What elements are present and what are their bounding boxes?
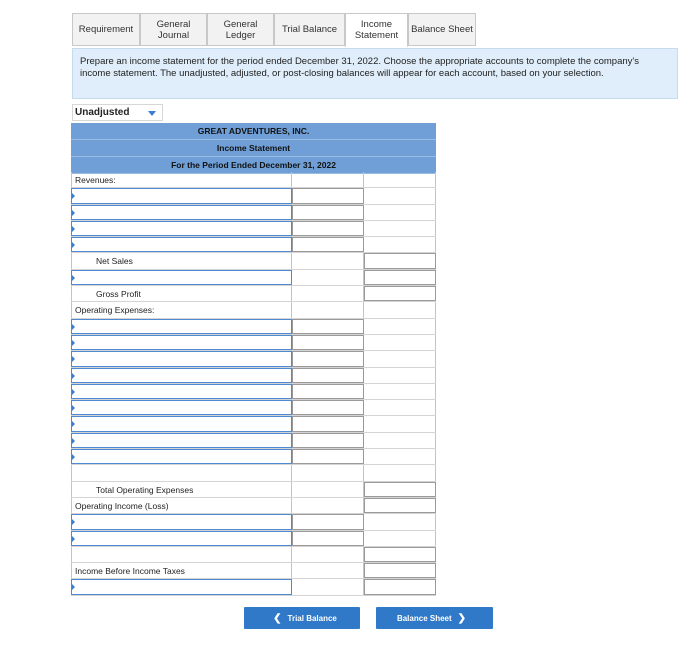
account-select[interactable] [71, 319, 292, 334]
tab-trial-balance[interactable] [274, 13, 345, 46]
amount-input[interactable] [292, 237, 364, 252]
balance-type-select[interactable] [72, 104, 163, 121]
account-select[interactable] [71, 384, 292, 399]
statement-period: For the Period Ended December 31, 2022 [71, 157, 436, 174]
gross-profit-amount[interactable] [364, 286, 436, 301]
amount-input[interactable] [292, 449, 364, 464]
table-row [71, 270, 436, 286]
amount-input[interactable] [292, 319, 364, 334]
table-row [71, 205, 436, 221]
amount-input[interactable] [292, 514, 364, 529]
amount-input[interactable] [292, 335, 364, 350]
net-sales-label: Net Sales [96, 256, 133, 267]
table-row [71, 449, 436, 465]
account-select[interactable] [71, 449, 292, 464]
company-name: GREAT ADVENTURES, INC. [71, 123, 436, 140]
income-before-taxes-amount[interactable] [364, 563, 436, 578]
amount-input[interactable] [292, 368, 364, 383]
instructions-text: Prepare an income statement for the period ended December 31, 2022. Choose the appropriate accounts to complete the company's income statement. The unadjusted, adjusted, or post-closing balances will appear for each account, based on your selection. [80, 56, 639, 79]
prev-button-label: Trial Balance [287, 613, 337, 623]
table-row [71, 384, 436, 400]
amount-input[interactable] [364, 270, 436, 285]
account-select[interactable] [71, 368, 292, 383]
amount-input[interactable] [292, 221, 364, 236]
table-row [71, 498, 436, 514]
next-balance-sheet-button[interactable] [376, 607, 493, 629]
account-select[interactable] [71, 531, 292, 546]
account-select[interactable] [71, 351, 292, 366]
tab-balance-sheet-label: Balance Sheet [411, 24, 473, 35]
tab-balance-sheet[interactable] [408, 13, 476, 46]
table-row [71, 465, 436, 481]
statement-title: Income Statement [71, 140, 436, 157]
amount-input[interactable] [292, 188, 364, 203]
tab-income-statement-label: Income Statement [354, 19, 399, 41]
tab-trial-balance-label: Trial Balance [281, 24, 338, 35]
balance-type-value: Unadjusted [75, 107, 130, 118]
table-row [71, 188, 436, 204]
table-row [71, 302, 436, 318]
amount-input[interactable] [292, 384, 364, 399]
table-row [71, 433, 436, 449]
account-select[interactable] [71, 188, 292, 203]
amount-input[interactable] [364, 547, 436, 562]
table-row [71, 319, 436, 335]
revenues-label: Revenues: [75, 175, 116, 185]
next-button-label: Balance Sheet [396, 613, 452, 623]
amount-input[interactable] [292, 400, 364, 415]
table-row [71, 335, 436, 351]
account-select[interactable] [71, 237, 292, 252]
table-row [71, 400, 436, 416]
tab-requirement-label: Requirement [78, 24, 134, 35]
table-row [71, 579, 436, 595]
table-row [71, 351, 436, 367]
table-row [71, 416, 436, 432]
table-row [71, 563, 436, 579]
tab-income-statement[interactable] [345, 13, 408, 47]
amount-input[interactable] [292, 205, 364, 220]
account-select[interactable] [71, 416, 292, 431]
table-row [71, 253, 436, 269]
amount-input[interactable] [292, 433, 364, 448]
table-row [71, 368, 436, 384]
amount-input[interactable] [292, 351, 364, 366]
account-select[interactable] [71, 335, 292, 350]
chevron-down-icon [148, 111, 156, 116]
table-row [71, 547, 436, 563]
total-operating-expenses-label: Total Operating Expenses [96, 484, 194, 495]
income-statement-grid [71, 172, 436, 596]
tab-general-journal-label: General Journal [156, 18, 191, 41]
operating-expenses-label: Operating Expenses: [75, 305, 155, 316]
account-select[interactable] [71, 433, 292, 448]
account-select[interactable] [71, 400, 292, 415]
total-operating-expenses-amount[interactable] [364, 482, 436, 497]
instructions-panel [72, 48, 678, 99]
operating-income-amount[interactable] [364, 498, 436, 513]
tab-general-ledger-label: General Ledger [223, 18, 258, 41]
amount-input[interactable] [292, 531, 364, 546]
account-select[interactable] [71, 579, 292, 594]
table-row [71, 514, 436, 530]
account-select[interactable] [71, 270, 292, 285]
gross-profit-label: Gross Profit [96, 289, 141, 300]
income-before-taxes-label: Income Before Income Taxes [75, 566, 185, 577]
tab-requirement[interactable] [72, 13, 140, 46]
prev-trial-balance-button[interactable] [244, 607, 360, 629]
table-row [71, 531, 436, 547]
table-row [71, 482, 436, 498]
operating-income-label: Operating Income (Loss) [75, 500, 169, 511]
table-row [71, 221, 436, 237]
tab-general-ledger[interactable] [207, 13, 274, 46]
tab-general-journal[interactable] [140, 13, 207, 46]
amount-input[interactable] [364, 579, 436, 594]
income-statement-header [71, 123, 436, 174]
chevron-right-icon: ❯ [457, 612, 467, 624]
chevron-left-icon: ❮ [273, 612, 282, 624]
account-select[interactable] [71, 221, 292, 236]
amount-input[interactable] [292, 416, 364, 431]
account-select[interactable] [71, 514, 292, 529]
table-row [71, 286, 436, 302]
table-row [71, 237, 436, 253]
net-sales-amount[interactable] [364, 253, 436, 268]
account-select[interactable] [71, 205, 292, 220]
table-row [71, 172, 436, 188]
